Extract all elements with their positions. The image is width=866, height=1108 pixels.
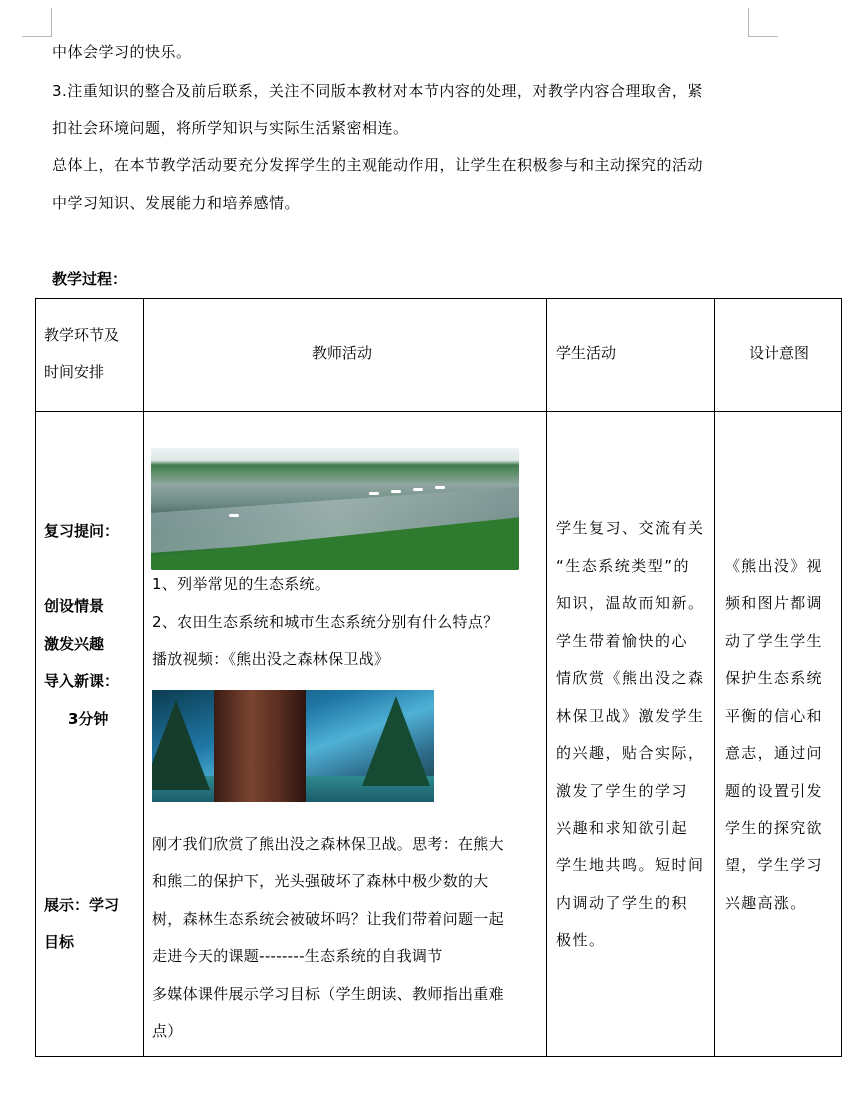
design-line-1: 《熊出没》视	[725, 557, 823, 575]
student-line-9: 兴趣和求知欲引起	[556, 819, 689, 837]
student-line-8: 激发了学生的学习	[556, 782, 689, 800]
intro-line-2: 3.注重知识的整合及前后联系，关注不同版本教材对本节内容的处理，对教学内容合理取舍，紧	[52, 82, 703, 100]
teacher-activity-cell	[144, 412, 547, 1057]
design-line-5: 平衡的信心和	[725, 707, 823, 725]
design-intent-cell	[715, 412, 842, 1057]
design-line-10: 兴趣高涨。	[725, 894, 807, 912]
stage-cell	[36, 412, 144, 1057]
design-line-3: 动了学生学生	[725, 632, 823, 650]
stage-scene-2: 激发兴趣	[44, 635, 105, 653]
header-stage-line-2: 时间安排	[44, 363, 105, 381]
stage-show-2: 目标	[44, 933, 75, 951]
table-row	[36, 412, 842, 1057]
intro-line-5: 中学习知识、发展能力和培养感情。	[52, 194, 301, 212]
design-line-2: 频和图片都调	[725, 594, 823, 612]
section-heading: 教学过程：	[52, 270, 128, 288]
header-teacher-cell	[144, 299, 547, 412]
teacher-line-5: 和熊二的保护下，光头强破坏了森林中极少数的大	[152, 872, 489, 890]
teacher-line-2: 2、农田生态系统和城市生态系统分别有什么特点？	[152, 613, 499, 631]
student-line-11: 内调动了学生的积	[556, 894, 689, 912]
wetland-river-image	[151, 448, 519, 570]
teacher-line-3: 播放视频：《熊出没之森林保卫战》	[152, 650, 390, 668]
student-line-10: 学生地共鸣。短时间	[556, 856, 705, 874]
header-stage-cell	[36, 299, 144, 412]
header-teacher: 教师活动	[312, 344, 373, 362]
teaching-process-table	[35, 298, 842, 1057]
teacher-line-1: 1、列举常见的生态系统。	[152, 575, 331, 593]
student-line-6: 林保卫战》激发学生	[556, 707, 705, 725]
student-line-3: 知识，温故而知新。	[556, 594, 705, 612]
forest-video-still-image	[152, 690, 434, 802]
stage-intro: 导入新课：	[44, 672, 120, 690]
intro-line-4: 总体上，在本节教学活动要充分发挥学生的主观能动作用，让学生在积极参与和主动探究的活动	[52, 156, 704, 174]
teacher-line-6: 树，森林生态系统会被破坏吗？让我们带着问题一起	[152, 910, 504, 928]
student-line-1: 学生复习、交流有关	[556, 519, 705, 537]
teacher-line-7: 走进今天的课题--------生态系统的自我调节	[152, 947, 443, 965]
header-stage-line-1: 教学环节及	[44, 326, 120, 344]
stage-time: 3分钟	[68, 710, 109, 728]
table-header-row	[36, 299, 842, 412]
design-line-6: 意志，通过问	[725, 744, 823, 762]
stage-review: 复习提问：	[44, 522, 120, 540]
design-line-9: 望，学生学习	[725, 856, 823, 874]
header-design-cell	[715, 299, 842, 412]
header-student: 学生活动	[556, 344, 617, 362]
teacher-line-8: 多媒体课件展示学习目标（学生朗读、教师指出重难	[152, 985, 504, 1003]
student-line-4: 学生带着愉快的心	[556, 632, 689, 650]
student-activity-cell	[547, 412, 715, 1057]
student-line-7: 的兴趣，贴合实际，	[556, 744, 705, 762]
teacher-line-4: 刚才我们欣赏了熊出没之森林保卫战。思考：在熊大	[152, 835, 504, 853]
stage-scene-1: 创设情景	[44, 597, 105, 615]
design-line-4: 保护生态系统	[725, 669, 823, 687]
student-line-12: 极性。	[556, 931, 606, 949]
design-line-8: 学生的探究欲	[725, 819, 823, 837]
student-line-5: 情欣赏《熊出没之森	[556, 669, 705, 687]
header-student-cell	[547, 299, 715, 412]
intro-line-3: 扣社会环境问题，将所学知识与实际生活紧密相连。	[52, 119, 409, 137]
stage-show-1: 展示：学习	[44, 896, 120, 914]
student-line-2: “生态系统类型”的	[556, 557, 691, 575]
header-design: 设计意图	[749, 344, 810, 362]
teacher-line-9: 点）	[152, 1022, 183, 1040]
intro-line-1: 中体会学习的快乐。	[52, 43, 192, 61]
design-line-7: 题的设置引发	[725, 782, 823, 800]
